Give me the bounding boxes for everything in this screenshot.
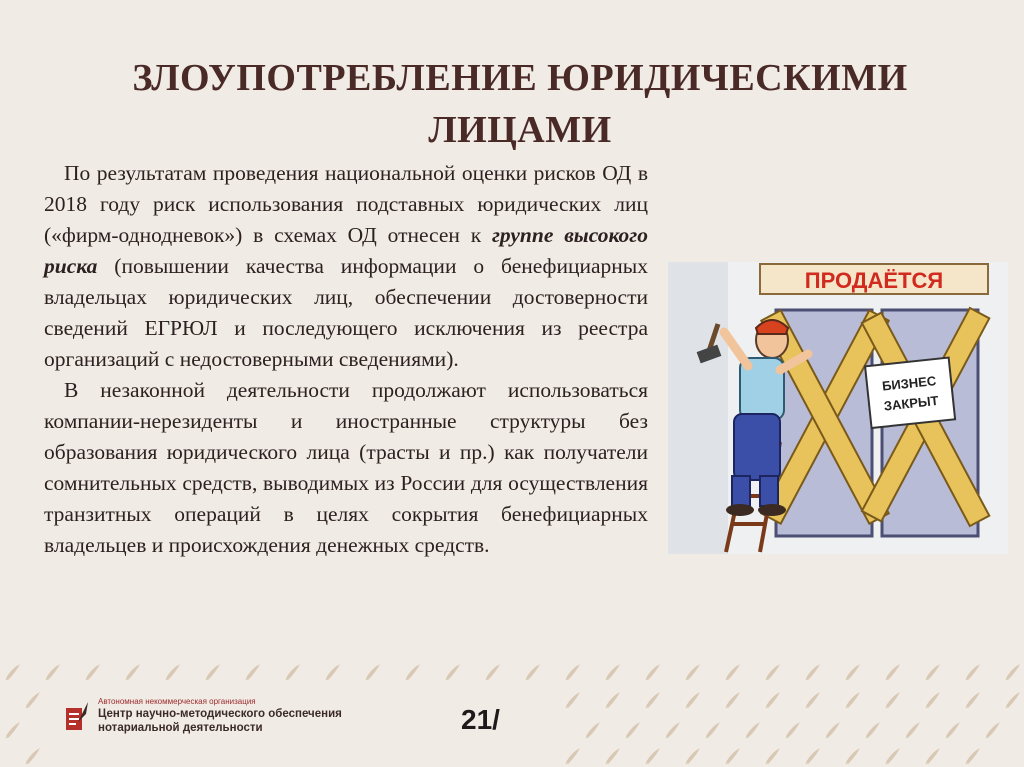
org-text: [98, 696, 342, 735]
paragraph-1-start: По результатам проведения национальной оценки рисков ОД в 2018 году риск использования подставных юридических лиц («фирм-однодневок») в схемах ОД отнесен к: [44, 161, 648, 247]
title-line-1: ЗЛОУПОТРЕБЛЕНИЕ ЮРИДИЧЕСКИМИ: [132, 57, 908, 99]
business-closed-cartoon: [668, 262, 1008, 554]
sign-line-1: БИЗНЕС: [881, 373, 937, 394]
cartoon-drawing: [668, 262, 1008, 554]
org-name-line-1: Центр научно-методического обеспечения: [98, 708, 342, 720]
banner-text: ПРОДАЁТСЯ: [804, 268, 944, 293]
paragraph-1-end: (повышении качества информации о бенефициарных владельцах юридических лиц, обеспечении достоверности сведений ЕГРЮЛ и последующего исключения из реестра организаций с недостоверными сведениями).: [44, 254, 648, 371]
sign-line-2: ЗАКРЫТ: [883, 392, 940, 414]
org-name-line-2: нотариальной деятельности: [98, 722, 263, 734]
paragraph-1: [44, 158, 648, 375]
page-number: 21/: [461, 704, 500, 735]
paragraph-2: В незаконной деятельности продолжают использоваться компании-нерезиденты и иностранные структуры без образования юридического лица (трасты и пр.) как получатели сомнительных средств, выводимых из России для осуществления транзитных операций в целях сокрытия бенефициарных владельцев и происхождения денежных средств.: [44, 378, 648, 557]
slide-title: [60, 52, 980, 156]
quill-document-icon: [64, 700, 90, 736]
title-line-2: ЛИЦАМИ: [428, 109, 612, 151]
org-type: Автономная некоммерческая организация: [98, 697, 256, 706]
high-risk-emphasis: группе высокого риска: [44, 223, 648, 278]
body-text: [44, 158, 648, 561]
